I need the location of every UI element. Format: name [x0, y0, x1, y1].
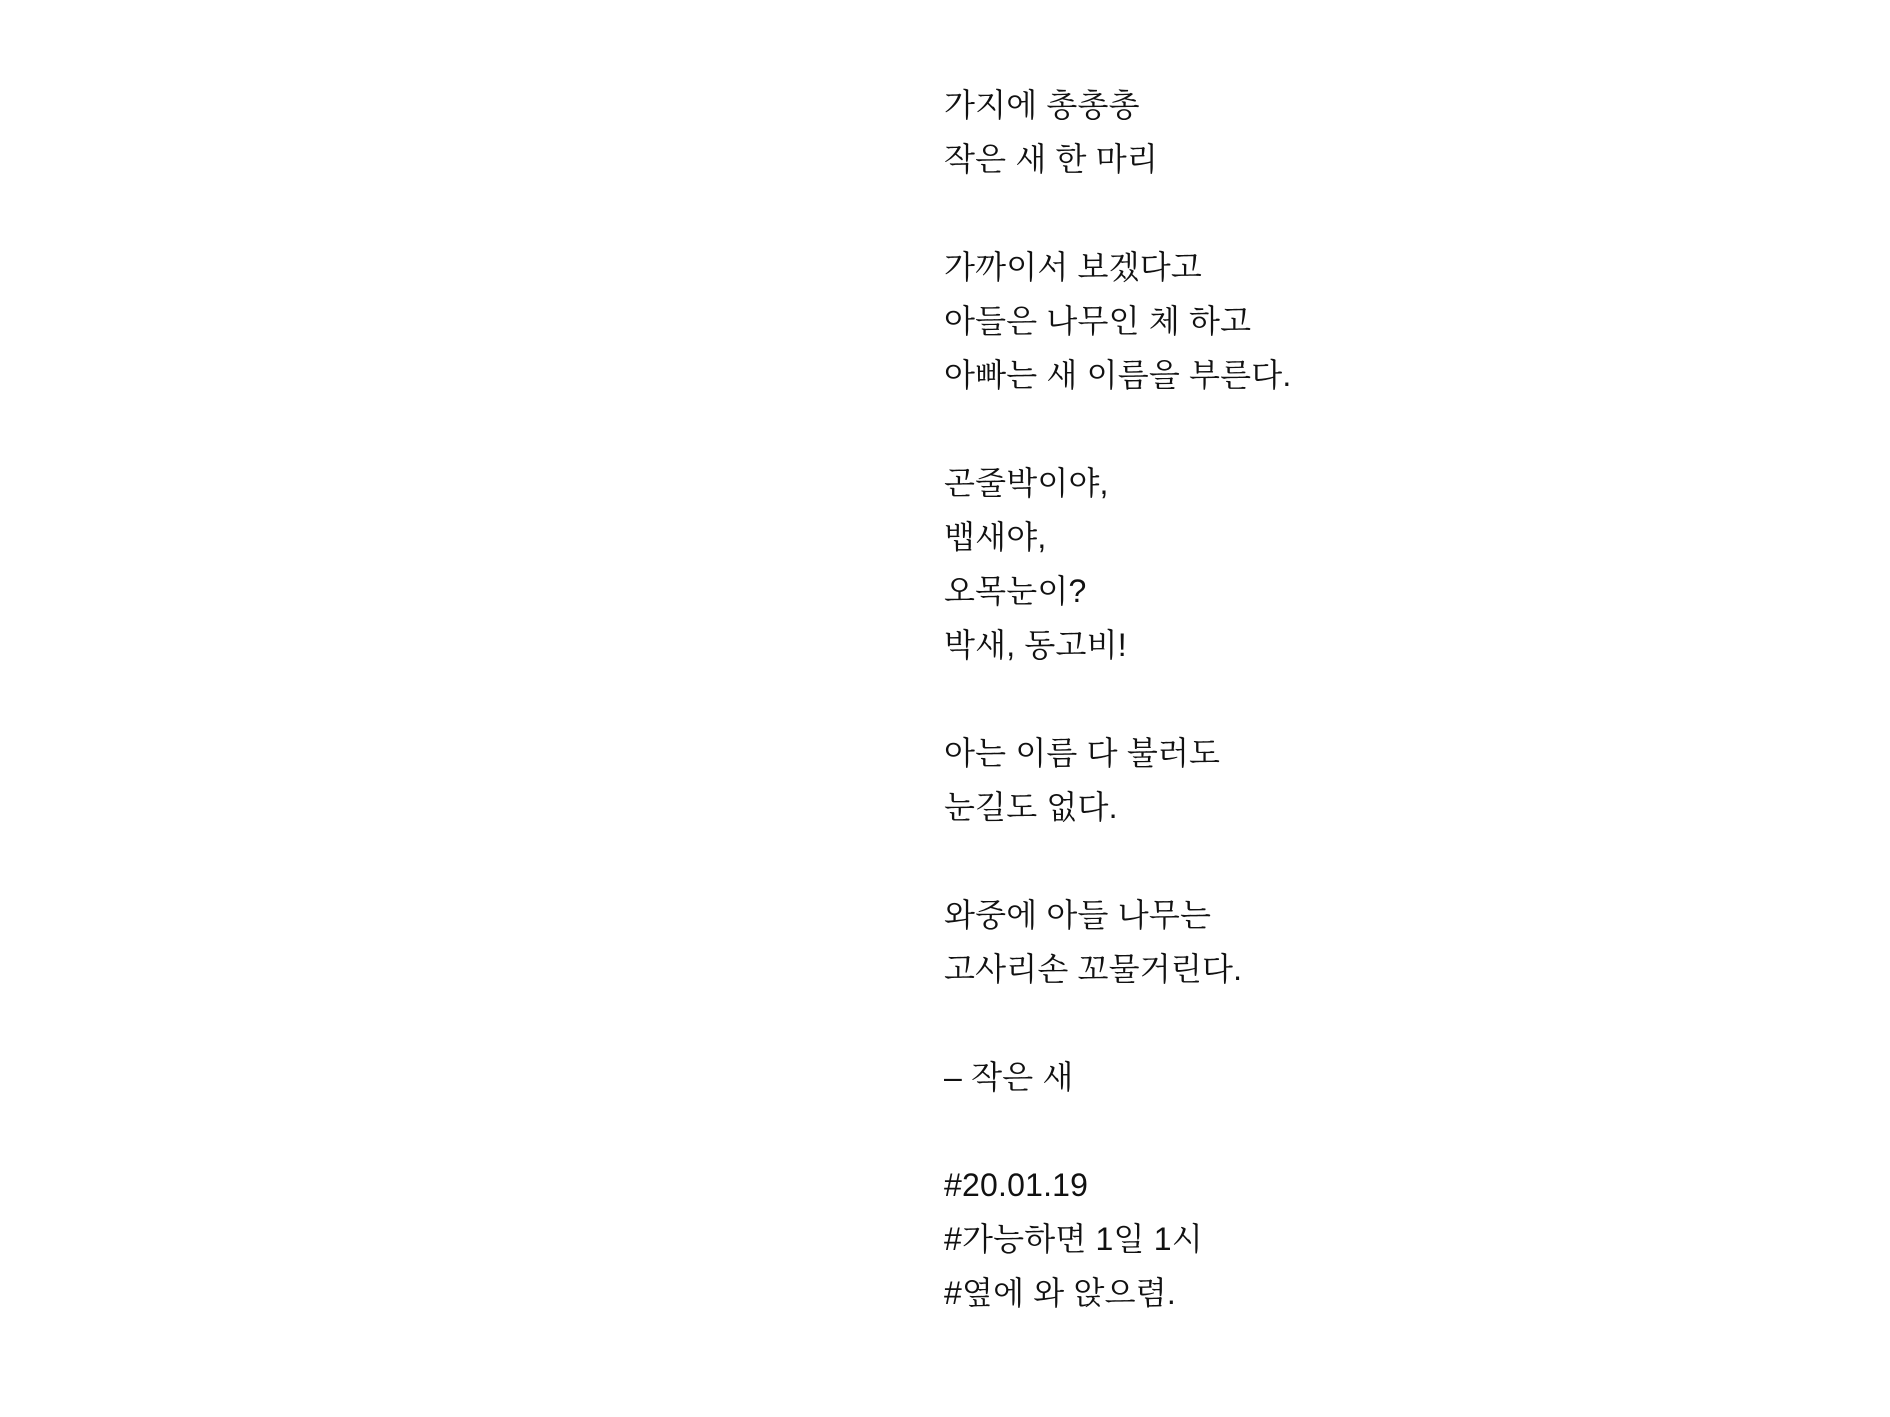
poem-line: 오목눈이?	[944, 573, 1087, 609]
poem-body	[944, 78, 1764, 1320]
poem-stanza-3	[944, 456, 1764, 672]
hashtag-line: #옆에 와 앉으렴.	[944, 1275, 1176, 1311]
poem-line: 가지에 총총총	[944, 87, 1140, 123]
hashtag-line: #20.01.19	[944, 1167, 1089, 1203]
poem-line: 고사리손 꼬물거린다.	[944, 951, 1243, 987]
poem-line: 작은 새 한 마리	[944, 141, 1158, 177]
hashtag-line: #가능하면 1일 1시	[944, 1221, 1203, 1257]
poem-line: 뱁새야,	[944, 519, 1047, 555]
poem-stanza-2	[944, 240, 1764, 402]
poem-line: 박새, 동고비!	[944, 627, 1127, 663]
poem-stanza-4	[944, 726, 1764, 834]
poem-line: 아는 이름 다 불러도	[944, 735, 1221, 771]
poem-signature-line: – 작은 새	[944, 1059, 1074, 1095]
poem-line: 곤줄박이야,	[944, 465, 1109, 501]
poem-line: 와중에 아들 나무는	[944, 897, 1212, 933]
poem-stanza-5	[944, 888, 1764, 996]
poem-title-signature	[944, 1050, 1764, 1104]
poem-stanza-1	[944, 78, 1764, 186]
poem-line: 눈길도 없다.	[944, 789, 1118, 825]
poem-line: 아들은 나무인 체 하고	[944, 303, 1252, 339]
poem-line: 가까이서 보겠다고	[944, 249, 1202, 285]
poem-line: 아빠는 새 이름을 부른다.	[944, 357, 1292, 393]
poem-hashtags	[944, 1158, 1764, 1320]
